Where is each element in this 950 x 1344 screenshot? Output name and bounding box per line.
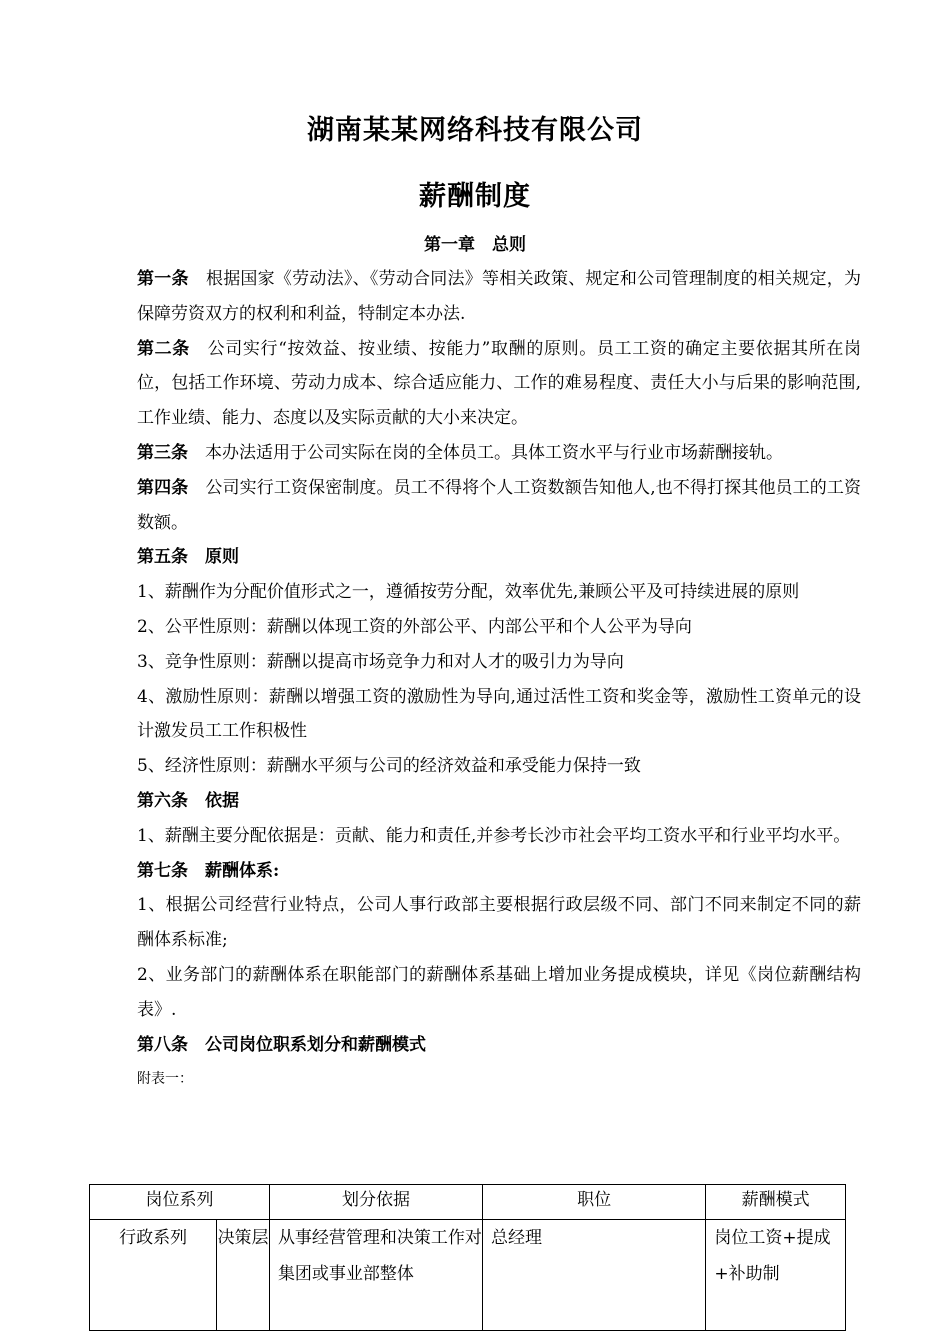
header-position: 职位 — [482, 1185, 705, 1220]
cell-basis: 从事经营管理和决策工作对集团或事业部整体 — [269, 1220, 482, 1331]
document-body — [137, 262, 861, 1096]
article-2 — [137, 332, 861, 436]
article-label: 第四条 — [137, 477, 189, 498]
list-item: 5、经济性原则：薪酬水平须与公司的经济效益和承受能力保持一致 — [137, 756, 641, 777]
company-title: 湖南某某网络科技有限公司 — [307, 115, 643, 146]
header-pay-mode: 薪酬模式 — [706, 1185, 846, 1220]
section-heading-5: 第五条 原则 — [137, 547, 239, 568]
article-text: 公司实行工资保密制度。员工不得将个人工资数额告知他人,也不得打探其他员工的工资数额。 — [137, 477, 861, 533]
cell-series: 行政系列 — [90, 1220, 217, 1331]
article-text: 本办法适用于公司实际在岗的全体员工。具体工资水平与行业市场薪酬接轨。 — [188, 442, 783, 463]
table-header-row — [90, 1185, 846, 1220]
table-row — [90, 1220, 846, 1331]
article-label: 第一条 — [137, 269, 189, 289]
cell-level: 决策层 — [217, 1220, 270, 1331]
list-item: 1、根据公司经营行业特点，公司人事行政部主要根据行政层级不同、部门不同来制定不同的薪酬体系标准; — [137, 895, 861, 951]
document-title: 薪酬制度 — [419, 181, 531, 212]
header-series: 岗位系列 — [90, 1185, 270, 1220]
article-text: 根据国家《劳动法》、《劳动合同法》等相关政策、规定和公司管理制度的相关规定，为保障劳资双方的权利和利益，特制定本办法. — [137, 269, 862, 324]
list-item: 1、薪酬主要分配依据是：贡献、能力和责任,并参考长沙市社会平均工资水平和行业平均水平。 — [137, 825, 851, 846]
cell-pay-mode: 岗位工资+提成+补助制 — [706, 1220, 846, 1331]
article-label: 第三条 — [137, 442, 188, 463]
article-text: 公司实行“按效益、按业绩、按能力”取酬的原则。员工工资的确定主要依据其所在岗位，包括工作环境、劳动力成本、综合适应能力、工作的难易程度、责任大小与后果的影响范围,工作业绩、能力、态度以及实际贡献的大小来决定。 — [137, 338, 861, 429]
list-item: 1、薪酬作为分配价值形式之一，遵循按劳分配，效率优先,兼顾公平及可持续进展的原则 — [137, 582, 800, 603]
list-item: 2、业务部门的薪酬体系在职能部门的薪酬体系基础上增加业务提成模块，详见《岗位薪酬结构表》. — [137, 964, 861, 1020]
list-item: 3、竞争性原则：薪酬以提高市场竞争力和对人才的吸引力为导向 — [137, 651, 624, 672]
position-table — [89, 1184, 846, 1331]
header-basis: 划分依据 — [269, 1185, 482, 1220]
article-4 — [137, 471, 861, 541]
section-heading-6: 第六条 依据 — [137, 790, 239, 811]
article-label: 第二条 — [137, 338, 190, 359]
section-heading-7: 第七条 薪酬体系: — [137, 860, 280, 881]
article-3 — [137, 436, 861, 471]
list-item: 4、激励性原则：薪酬以增强工资的激励性为导向,通过活性工资和奖金等，激励性工资单元的设计激发员工工作积极性 — [137, 686, 861, 742]
list-item: 2、公平性原则：薪酬以体现工资的外部公平、内部公平和个人公平为导向 — [137, 616, 692, 637]
article-1 — [137, 262, 861, 332]
cell-position: 总经理 — [482, 1220, 705, 1331]
section-heading-8: 第八条 公司岗位职系划分和薪酬模式 — [137, 1034, 426, 1055]
chapter-heading: 第一章 总则 — [424, 235, 526, 255]
table-note: 附表一： — [137, 1071, 193, 1088]
